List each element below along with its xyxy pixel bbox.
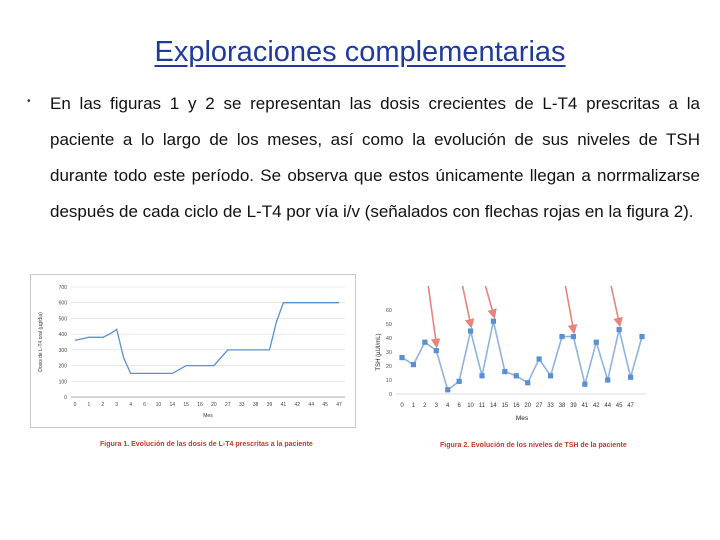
x-tick-label: 33 [547, 403, 554, 409]
tsh-data-point [502, 369, 507, 374]
y-tick-label: 40 [385, 336, 392, 342]
tsh-data-point [605, 377, 610, 382]
x-tick-label: 2 [423, 403, 427, 409]
x-tick-label: 6 [457, 403, 461, 409]
y-tick-label: 60 [385, 308, 392, 314]
x-tick-label: 38 [252, 402, 259, 408]
x-tick-label: 4 [129, 402, 132, 408]
tsh-data-point [411, 362, 416, 367]
tsh-data-point [445, 387, 450, 392]
x-tick-label: 0 [73, 402, 77, 408]
tsh-data-point [479, 373, 484, 378]
tsh-data-point [628, 375, 633, 380]
x-tick-label: 6 [143, 402, 146, 408]
x-tick-label: 38 [558, 403, 566, 409]
x-axis-label: Mes [515, 415, 529, 422]
tsh-data-point [548, 373, 553, 378]
red-arrow-icon [463, 286, 471, 324]
x-tick-label: 15 [501, 403, 509, 409]
x-tick-label: 39 [266, 402, 273, 408]
x-tick-label: 41 [280, 402, 287, 408]
x-tick-label: 3 [115, 402, 119, 408]
y-tick-label: 600 [58, 300, 67, 307]
y-tick-label: 400 [58, 332, 67, 339]
figure-2-tsh-chart [366, 276, 700, 432]
tsh-chart-svg [366, 276, 700, 432]
x-tick-label: 1 [411, 403, 416, 409]
y-tick-label: 0 [388, 392, 392, 398]
figure-2-caption: Figura 2. Evolución de los niveles de TSH de la paciente [440, 442, 627, 449]
x-tick-label: 47 [336, 402, 342, 408]
x-tick-label: 27 [225, 402, 231, 408]
figure-1-caption: Figura 1. Evolución de las dosis de L-T4 prescritas a la paciente [100, 441, 313, 448]
tsh-data-point [582, 382, 587, 387]
tsh-data-point [457, 379, 462, 384]
x-tick-label: 4 [446, 403, 450, 409]
figure-1-dose-chart [30, 274, 356, 428]
y-axis-label: Dosis de L-T4 oral (µg/día) [38, 312, 44, 372]
y-tick-label: 20 [385, 364, 392, 370]
red-arrow-icon [565, 286, 573, 330]
x-tick-label: 45 [615, 403, 623, 409]
tsh-data-point [514, 373, 519, 378]
x-tick-label: 2 [101, 402, 105, 408]
red-arrow-icon [428, 286, 436, 344]
x-tick-label: 20 [211, 402, 217, 408]
x-tick-label: 42 [592, 403, 600, 409]
tsh-data-point [434, 348, 439, 353]
tsh-data-point [399, 355, 404, 360]
bullet-marker: • [27, 96, 31, 107]
x-tick-label: 39 [570, 403, 577, 409]
x-tick-label: 10 [155, 402, 162, 408]
x-tick-label: 14 [169, 402, 176, 408]
x-tick-label: 27 [535, 403, 543, 409]
x-tick-label: 45 [322, 402, 328, 408]
y-tick-label: 100 [58, 379, 67, 386]
y-axis-label: TSH (µUI/mL) [376, 333, 382, 371]
x-axis-label: Mes [203, 413, 213, 419]
x-tick-label: 0 [400, 403, 404, 409]
tsh-data-point [422, 340, 427, 345]
tsh-data-point [525, 380, 530, 385]
x-tick-label: 1 [87, 402, 91, 408]
y-tick-label: 30 [385, 350, 392, 356]
x-tick-label: 47 [627, 403, 634, 409]
x-tick-label: 20 [524, 403, 532, 409]
red-arrow-icon [485, 286, 493, 314]
tsh-data-point [594, 340, 599, 345]
x-tick-label: 16 [197, 402, 203, 408]
dose-series-line [75, 303, 339, 374]
x-tick-label: 42 [294, 402, 301, 408]
tsh-data-point [639, 334, 644, 339]
x-tick-label: 14 [490, 403, 497, 409]
y-tick-label: 50 [385, 322, 392, 328]
x-tick-label: 44 [308, 402, 314, 408]
dose-chart-svg [31, 275, 355, 427]
y-tick-label: 10 [385, 378, 392, 384]
y-tick-label: 300 [58, 347, 67, 354]
tsh-data-point [468, 328, 473, 333]
x-tick-label: 41 [581, 403, 589, 409]
tsh-data-point [559, 334, 564, 339]
x-tick-label: 10 [467, 403, 474, 409]
x-tick-label: 33 [238, 402, 245, 408]
x-tick-label: 11 [478, 403, 486, 409]
y-tick-label: 200 [58, 363, 67, 370]
y-tick-label: 700 [58, 285, 67, 291]
tsh-data-point [617, 327, 622, 332]
tsh-data-point [491, 319, 496, 324]
x-tick-label: 16 [512, 403, 520, 409]
x-tick-label: 44 [604, 403, 612, 409]
body-paragraph: En las figuras 1 y 2 se representan las dosis crecientes de L-T4 prescritas a la paciente a lo largo de los meses, así como la evolución de sus niveles de TSH durante todo este período. Se observa que estos únicamente llegan a norrmalizarse después de cada ciclo de L-T4 por vía i/v (señalados con flechas rojas en la figura 2). [50, 94, 700, 221]
red-arrow-icon [611, 286, 619, 323]
x-tick-label: 3 [434, 403, 438, 409]
y-tick-label: 500 [58, 316, 67, 323]
y-tick-label: 0 [64, 395, 67, 401]
tsh-data-point [537, 356, 542, 361]
slide-title: Exploraciones complementarias [154, 36, 566, 68]
x-tick-label: 15 [183, 402, 189, 408]
tsh-data-point [571, 334, 576, 339]
